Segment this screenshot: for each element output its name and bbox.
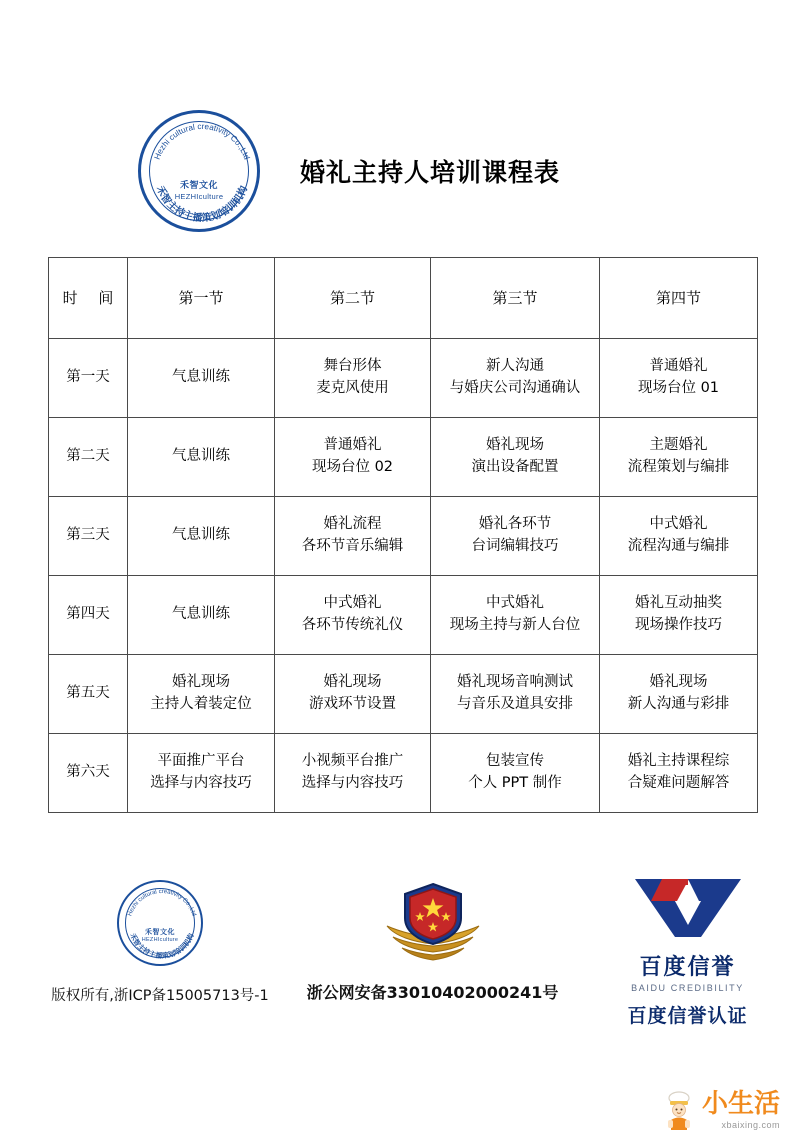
cell-line: 游戏环节设置 bbox=[309, 696, 396, 712]
seal-arc-bottom-text: 禾智主持主播策划培训机构 bbox=[128, 932, 196, 961]
cell-line: 气息训练 bbox=[172, 448, 230, 465]
row-session2 bbox=[275, 497, 431, 576]
row-session4 bbox=[600, 655, 758, 734]
cell-line: 婚礼流程 bbox=[323, 516, 382, 533]
table-header-row bbox=[49, 258, 758, 339]
footer-company-badge bbox=[30, 880, 290, 1005]
row-session4 bbox=[600, 418, 758, 497]
wave-logo-icon bbox=[117, 880, 139, 892]
row-session2 bbox=[275, 576, 431, 655]
cell-line: 麦克风使用 bbox=[316, 380, 389, 396]
cell-line: 中式婚礼 bbox=[486, 595, 544, 612]
cell-line: 个人 PPT 制作 bbox=[468, 775, 562, 791]
cell-line: 包装宣传 bbox=[486, 753, 544, 770]
cell-line: 与音乐及道具安排 bbox=[457, 696, 573, 712]
wave-logo-icon bbox=[138, 110, 170, 127]
baidu-brand-name: 百度信誉 bbox=[639, 955, 736, 980]
cell-line: 婚礼各环节 bbox=[478, 516, 552, 533]
cell-line: 婚礼现场 bbox=[649, 674, 708, 691]
document-header bbox=[0, 105, 800, 235]
header-time-label: 时 间 bbox=[62, 288, 122, 307]
svg-text:Hezhi cultural creativity Co., bbox=[127, 889, 196, 917]
header-cell-time bbox=[49, 258, 128, 339]
cell-line: 现场台位 01 bbox=[637, 380, 720, 396]
table-row bbox=[49, 339, 758, 418]
cell-line: 气息训练 bbox=[172, 527, 230, 544]
table-row bbox=[49, 576, 758, 655]
footer-gov-badge bbox=[300, 880, 565, 1003]
svg-text:Hezhi cultural creativity Co., bbox=[153, 122, 252, 161]
row-session4 bbox=[600, 497, 758, 576]
row-session4 bbox=[600, 576, 758, 655]
cell-line: 婚礼现场 bbox=[172, 674, 230, 691]
page-title: 婚礼主持人培训课程表 bbox=[300, 158, 561, 187]
row-session1 bbox=[128, 418, 275, 497]
table-row bbox=[49, 734, 758, 813]
cell-line: 普通婚礼 bbox=[649, 358, 708, 375]
row-session3 bbox=[431, 734, 600, 813]
row-session1 bbox=[128, 734, 275, 813]
seal-center-en: HEZHIculture bbox=[141, 936, 179, 943]
footer-baidu-badge bbox=[580, 875, 795, 1028]
company-seal bbox=[138, 110, 260, 232]
gov-record-text: 浙公网安备33010402000241号 bbox=[306, 983, 559, 1002]
cell-line: 中式婚礼 bbox=[649, 516, 708, 533]
row-time: 第六天 bbox=[49, 734, 128, 813]
row-time: 第五天 bbox=[49, 655, 128, 734]
table-row bbox=[49, 418, 758, 497]
baidu-brand-english: BAIDU CREDIBILITY bbox=[631, 983, 744, 993]
row-session2 bbox=[275, 339, 431, 418]
row-session1 bbox=[128, 655, 275, 734]
seal-arc-text bbox=[141, 113, 260, 232]
seal-arc-top-text: Hezhi cultural creativity Co.,Ltd bbox=[152, 121, 252, 161]
cell-line: 台词编辑技巧 bbox=[471, 538, 559, 554]
cell-line: 气息训练 bbox=[172, 369, 230, 386]
company-seal-small bbox=[117, 880, 203, 966]
chef-mascot-icon bbox=[662, 1089, 696, 1131]
cell-line: 与婚庆公司沟通确认 bbox=[449, 380, 581, 396]
schedule-table-container bbox=[48, 257, 752, 813]
watermark-url: xbaixing.com bbox=[721, 1119, 780, 1130]
cell-line: 合疑难问题解答 bbox=[627, 775, 730, 791]
row-time: 第一天 bbox=[49, 339, 128, 418]
row-time: 第三天 bbox=[49, 497, 128, 576]
row-session4 bbox=[600, 734, 758, 813]
cell-line: 婚礼现场 bbox=[486, 437, 544, 454]
seal-center-cn: 禾智文化 bbox=[179, 179, 218, 190]
cell-line: 中式婚礼 bbox=[323, 595, 382, 612]
row-session3 bbox=[431, 655, 600, 734]
row-session3 bbox=[431, 497, 600, 576]
cell-line: 主持人着装定位 bbox=[150, 696, 252, 712]
row-session3 bbox=[431, 418, 600, 497]
cell-line: 现场主持与新人台位 bbox=[449, 617, 581, 633]
seal-center-en: HEZHIculture bbox=[174, 191, 224, 201]
cell-line: 流程沟通与编排 bbox=[627, 538, 730, 554]
row-session4 bbox=[600, 339, 758, 418]
cell-line: 气息训练 bbox=[172, 606, 230, 623]
cell-line: 新人沟通 bbox=[486, 358, 544, 375]
row-session2 bbox=[275, 418, 431, 497]
cell-line: 平面推广平台 bbox=[157, 753, 245, 770]
cell-line: 各环节传统礼仪 bbox=[301, 617, 404, 633]
header-cell-session4: 第四节 bbox=[600, 258, 758, 339]
cell-line: 流程策划与编排 bbox=[627, 459, 730, 475]
cell-line: 婚礼现场音响测试 bbox=[457, 674, 573, 691]
table-row bbox=[49, 655, 758, 734]
cell-line: 现场操作技巧 bbox=[635, 617, 722, 633]
cell-line: 主题婚礼 bbox=[649, 437, 708, 454]
baidu-v-mark-icon bbox=[629, 875, 747, 941]
cell-line: 婚礼现场 bbox=[323, 674, 382, 691]
cell-line: 选择与内容技巧 bbox=[301, 775, 404, 791]
header-cell-session1: 第一节 bbox=[128, 258, 275, 339]
row-session1 bbox=[128, 339, 275, 418]
row-session1 bbox=[128, 497, 275, 576]
cell-line: 演出设备配置 bbox=[471, 459, 559, 475]
watermark-text: 小生活 bbox=[701, 1088, 780, 1119]
cell-line: 婚礼互动抽奖 bbox=[635, 595, 722, 612]
cell-line: 舞台形体 bbox=[323, 358, 382, 375]
cell-line: 各环节音乐编辑 bbox=[301, 538, 404, 554]
cell-line: 选择与内容技巧 bbox=[150, 775, 252, 791]
cell-line: 小视频平台推广 bbox=[301, 753, 404, 770]
document-footer bbox=[0, 880, 800, 1060]
header-cell-session3: 第三节 bbox=[431, 258, 600, 339]
table-row bbox=[49, 497, 758, 576]
company-logo bbox=[138, 110, 260, 232]
row-session3 bbox=[431, 339, 600, 418]
site-watermark bbox=[662, 1089, 780, 1131]
row-time: 第二天 bbox=[49, 418, 128, 497]
cell-line: 新人沟通与彩排 bbox=[627, 696, 730, 712]
seal-center-cn: 禾智文化 bbox=[145, 929, 175, 937]
copyright-text: 版权所有,浙ICP备15005713号-1 bbox=[51, 988, 269, 1004]
seal-arc-top-text: Hezhi cultural creativity Co.,Ltd bbox=[127, 888, 197, 918]
baidu-certification-text: 百度信誉认证 bbox=[627, 1005, 748, 1027]
row-session3 bbox=[431, 576, 600, 655]
row-session2 bbox=[275, 655, 431, 734]
row-session1 bbox=[128, 576, 275, 655]
row-time: 第四天 bbox=[49, 576, 128, 655]
china-police-emblem-icon bbox=[383, 880, 483, 968]
header-cell-session2: 第二节 bbox=[275, 258, 431, 339]
row-session2 bbox=[275, 734, 431, 813]
cell-line: 婚礼主持课程综 bbox=[627, 753, 730, 770]
seal-arc-bottom-text: 禾智主持主播策划培训机构 bbox=[153, 184, 251, 225]
schedule-table bbox=[48, 257, 758, 813]
cell-line: 现场台位 02 bbox=[311, 459, 394, 475]
cell-line: 普通婚礼 bbox=[323, 437, 382, 454]
seal-arc-text bbox=[119, 882, 203, 966]
